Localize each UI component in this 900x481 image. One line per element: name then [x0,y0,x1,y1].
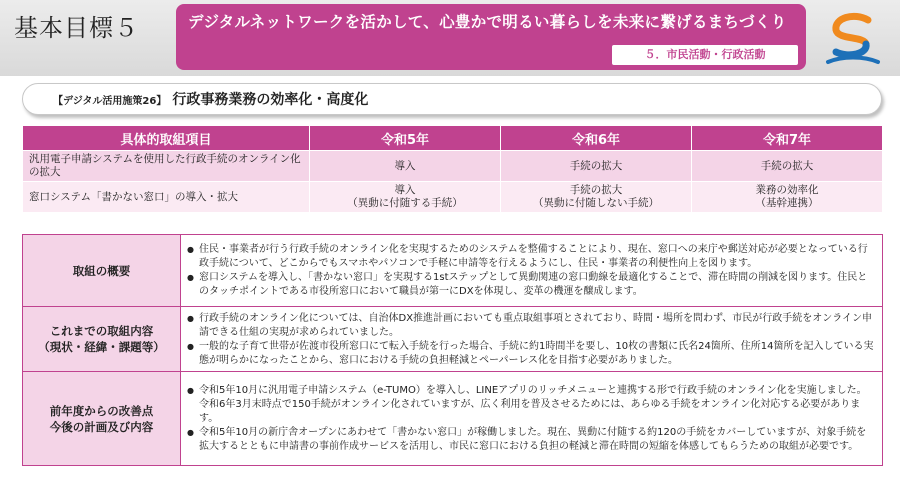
plan-item: 窓口システム「書かない窓口」の導入・拡大 [23,182,310,213]
sado-city-logo-icon [824,10,882,68]
detail-label: 取組の概要 [23,235,181,307]
detail-row-plan [23,372,883,466]
plan-cell-r5: 導入 （異動に付随する手続） [310,182,501,213]
plan-header-row [23,126,883,151]
detail-content [181,372,883,466]
bullet-item: ● 行政手続のオンライン化については、自治体DX推進計画においても重点取組事項とされており、時間・場所を問わず、市民が行政手続をオンライン申請できる仕組の実現が求められていました。 [187,312,876,340]
plan-item: 汎用電子申請システムを使用した行政手続のオンライン化の拡大 [23,151,310,182]
headline-box [176,4,806,70]
bullet-item: ● 住民・事業者が行う行政手続のオンライン化を実現するためのシステムを整備することにより、現在、窓口への来庁や郵送対応が必要となっている行政手続について、どこからでもスマホやパソコンで手軽に申請等を行えるようにし、住民・事業者の利便性向上を図ります。 [187,243,876,271]
headline-text: デジタルネットワークを活かして、心豊かで明るい暮らしを未来に繋げるまちづくり [188,13,787,31]
detail-content [181,235,883,307]
plan-table [22,125,883,213]
goal-title: 基本目標５ [14,14,139,42]
plan-row [23,151,883,182]
detail-label: これまでの取組内容 （現状・経緯・課題等） [23,307,181,372]
plan-cell-r7: 手続の拡大 [692,151,883,182]
detail-row-history [23,307,883,372]
plan-cell-r6: 手続の拡大 [501,151,692,182]
category-tag: ５．市民活動・行政活動 [612,45,798,65]
measure-code: 【デジタル活用施策26】 [53,95,167,107]
detail-table [22,234,883,466]
bullet-item: ● 令和5年10月に汎用電子申請システム（e-TUMO）を導入し、LINEアプリのリッチメニューと連携する形で行政手続のオンライン化を実施しました。令和6年3月末時点で150手続がオンライン化されていますが、広く利用を普及させるためには、あらゆる手続をオンライン化対応する必要があります。 [187,384,876,426]
plan-cell-r6: 手続の拡大 （異動に付随しない手続） [501,182,692,213]
detail-content [181,307,883,372]
plan-row [23,182,883,213]
detail-row-overview [23,235,883,307]
bullet-item: ● 令和5年10月の新庁舎オープンにあわせて「書かない窓口」が稼働しました。現在、異動に付随する約120の手続をカバーしていますが、対象手続を拡大するとともに申請書の事前作成サービスを活用し、市民に窓口における負担の軽減と滞在時間の短縮を体感してもらうための取組が必要です。 [187,426,876,454]
measure-bar [22,83,882,115]
plan-header-r6: 令和6年 [501,126,692,151]
plan-header-r7: 令和7年 [692,126,883,151]
bullet-item: ● 窓口システムを導入し、「書かない窓口」を実現する1stステップとして異動関連の窓口動線を最適化することで、滞在時間の削減を図ります。住民とのタッチポイントである市役所窓口において職員が第一にDXを体現し、変革の機運を醸成します。 [187,271,876,299]
bullet-item: ● 一般的な子育て世帯が佐渡市役所窓口にて転入手続を行った場合、手続に約1時間半を要し、10枚の書類に氏名24箇所、住所14箇所を記入している実態が明らかになったことから、窓口における手続の負担軽減とペーパーレス化を目指す必要がありました。 [187,340,876,368]
measure-title: 行政事務業務の効率化・高度化 [172,92,369,108]
plan-header-item: 具体的取組項目 [23,126,310,151]
detail-label: 前年度からの改善点 今後の計画及び内容 [23,372,181,466]
plan-header-r5: 令和5年 [310,126,501,151]
plan-cell-r7: 業務の効率化 （基幹連携） [692,182,883,213]
plan-cell-r5: 導入 [310,151,501,182]
